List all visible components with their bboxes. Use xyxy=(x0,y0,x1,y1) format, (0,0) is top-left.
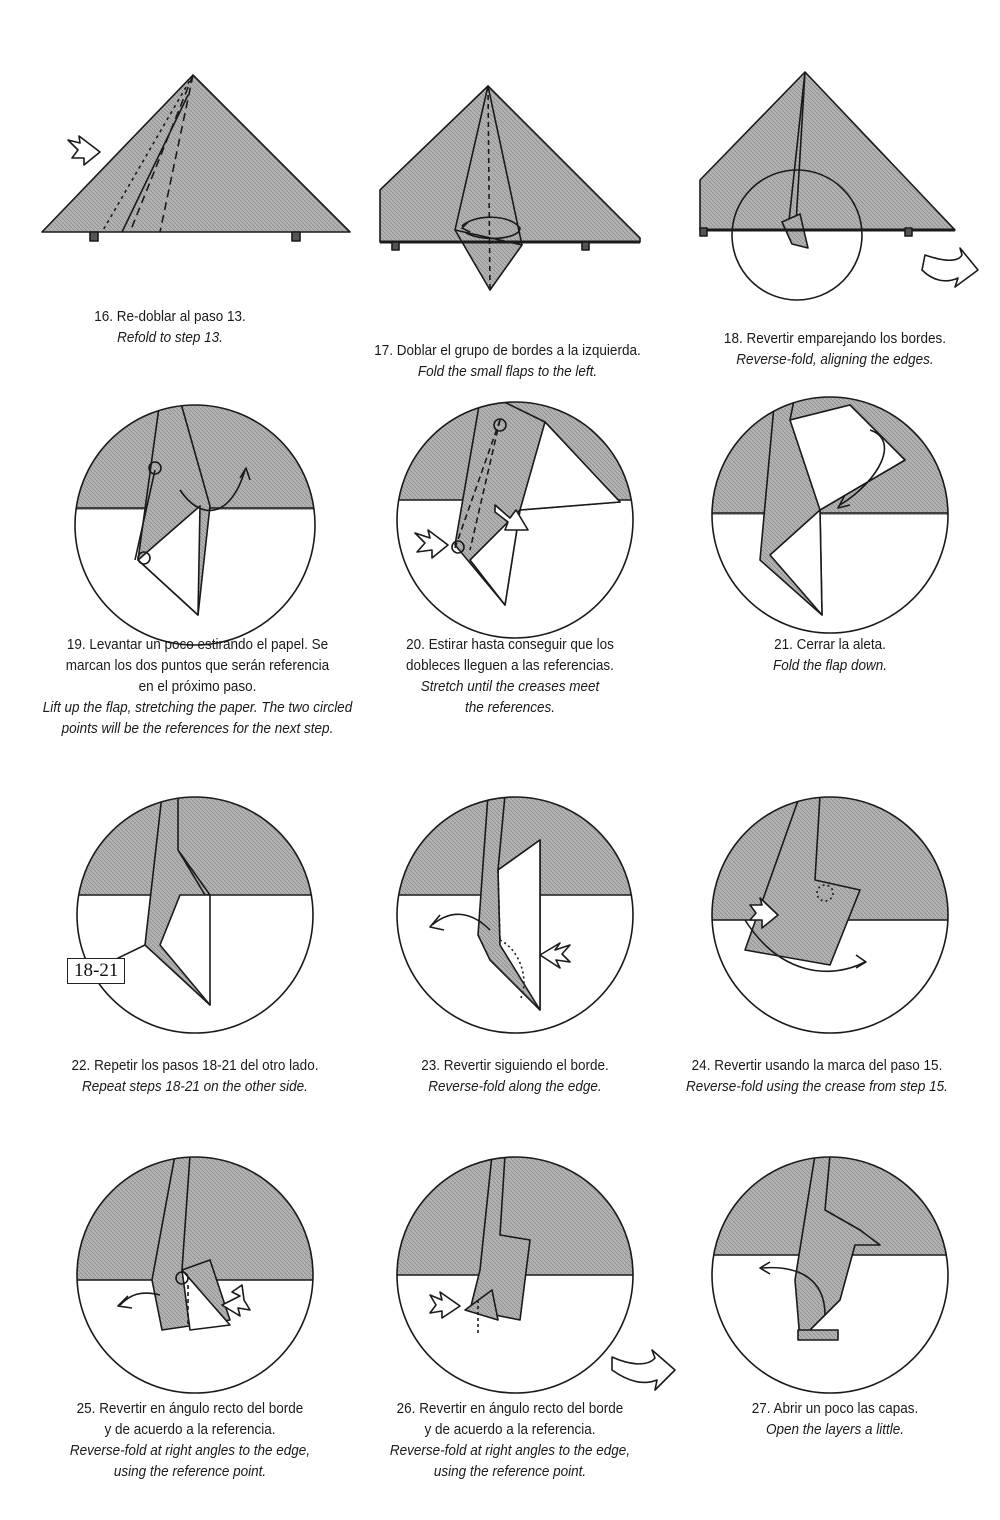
caption-en: Reverse-fold, aligning the edges. xyxy=(736,351,934,368)
caption-en: Reverse-fold at right angles to the edge, xyxy=(69,1442,311,1459)
caption-en: Repeat steps 18-21 on the other side. xyxy=(82,1078,308,1095)
caption-en: points will be the references for the next step. xyxy=(61,720,334,737)
step-20-figure xyxy=(395,400,635,638)
step-22-figure xyxy=(75,795,315,1033)
reverse-fold-arrow-icon xyxy=(68,136,100,165)
caption-es: 24. Revertir usando la marca del paso 15. xyxy=(691,1057,943,1074)
caption-en: using the reference point. xyxy=(113,1463,267,1480)
caption-es: 22. Repetir los pasos 18-21 del otro lado. xyxy=(71,1057,319,1074)
caption-es: 19. Levantar un poco estirando el papel. Se xyxy=(66,636,329,653)
caption-en: Reverse-fold along the edge. xyxy=(428,1078,602,1095)
caption-es: y de acuerdo a la referencia. xyxy=(104,1421,276,1438)
caption-es: 16. Re-doblar al paso 13. xyxy=(94,308,246,325)
reverse-fold-arrow-icon xyxy=(540,943,570,968)
fold-arrow-icon xyxy=(922,248,978,287)
caption-es: 17. Doblar el grupo de bordes a la izquierda. xyxy=(374,342,641,359)
caption-en: Reverse-fold using the crease from step 15. xyxy=(686,1078,948,1095)
caption-es: 18. Revertir emparejando los bordes. xyxy=(723,330,947,347)
caption-es: 23. Revertir siguiendo el borde. xyxy=(421,1057,609,1074)
step-17-figure xyxy=(380,86,640,290)
caption-es: 21. Cerrar la aleta. xyxy=(774,636,886,653)
step-20-caption xyxy=(389,634,632,718)
caption-en: Lift up the flap, stretching the paper. The two circled xyxy=(42,699,353,716)
step-27-caption xyxy=(732,1398,939,1440)
caption-es: 26. Revertir en ángulo recto del borde xyxy=(396,1400,624,1417)
caption-es: en el próximo paso. xyxy=(138,678,257,695)
step-23-figure xyxy=(395,795,635,1033)
step-19-caption xyxy=(29,634,367,739)
step-16-figure xyxy=(42,75,350,241)
step-26-caption xyxy=(366,1398,654,1482)
caption-es: 27. Abrir un poco las capas. xyxy=(751,1400,919,1417)
step-21-caption xyxy=(740,634,920,676)
step-26-figure xyxy=(395,1155,675,1393)
caption-en: using the reference point. xyxy=(433,1463,587,1480)
step-22-caption xyxy=(56,1055,335,1097)
caption-es: marcan los dos puntos que serán referencia xyxy=(65,657,330,674)
step-24-figure xyxy=(710,795,950,1033)
caption-es: dobleces lleguen a las referencias. xyxy=(406,657,614,674)
step-25-caption xyxy=(46,1398,334,1482)
caption-en: Reverse-fold at right angles to the edge, xyxy=(389,1442,631,1459)
caption-en: the references. xyxy=(464,699,556,716)
step-25-figure xyxy=(75,1155,315,1393)
step-21-figure xyxy=(710,395,950,633)
step-23-caption xyxy=(398,1055,632,1097)
caption-en: Stretch until the creases meet xyxy=(420,678,600,695)
caption-es: 20. Estirar hasta conseguir que los xyxy=(406,636,614,653)
push-arrow-icon xyxy=(415,530,448,558)
caption-en: Open the layers a little. xyxy=(765,1421,905,1438)
caption-en: Fold the flap down. xyxy=(772,657,888,674)
next-page-arrow-icon xyxy=(612,1350,675,1390)
caption-en: Refold to step 13. xyxy=(117,329,223,346)
step-16-caption xyxy=(67,306,274,348)
step-19-figure xyxy=(75,400,315,645)
step-17-caption xyxy=(348,340,668,382)
step-18-figure xyxy=(700,72,978,300)
repeat-steps-label: 18-21 xyxy=(67,958,125,984)
caption-en: Fold the small flaps to the left. xyxy=(417,363,598,380)
push-arrow-icon xyxy=(430,1292,460,1318)
caption-es: 25. Revertir en ángulo recto del borde xyxy=(76,1400,304,1417)
caption-es: y de acuerdo a la referencia. xyxy=(424,1421,596,1438)
step-18-caption xyxy=(700,328,970,370)
step-27-figure xyxy=(710,1155,950,1393)
step-24-caption xyxy=(669,1055,966,1097)
